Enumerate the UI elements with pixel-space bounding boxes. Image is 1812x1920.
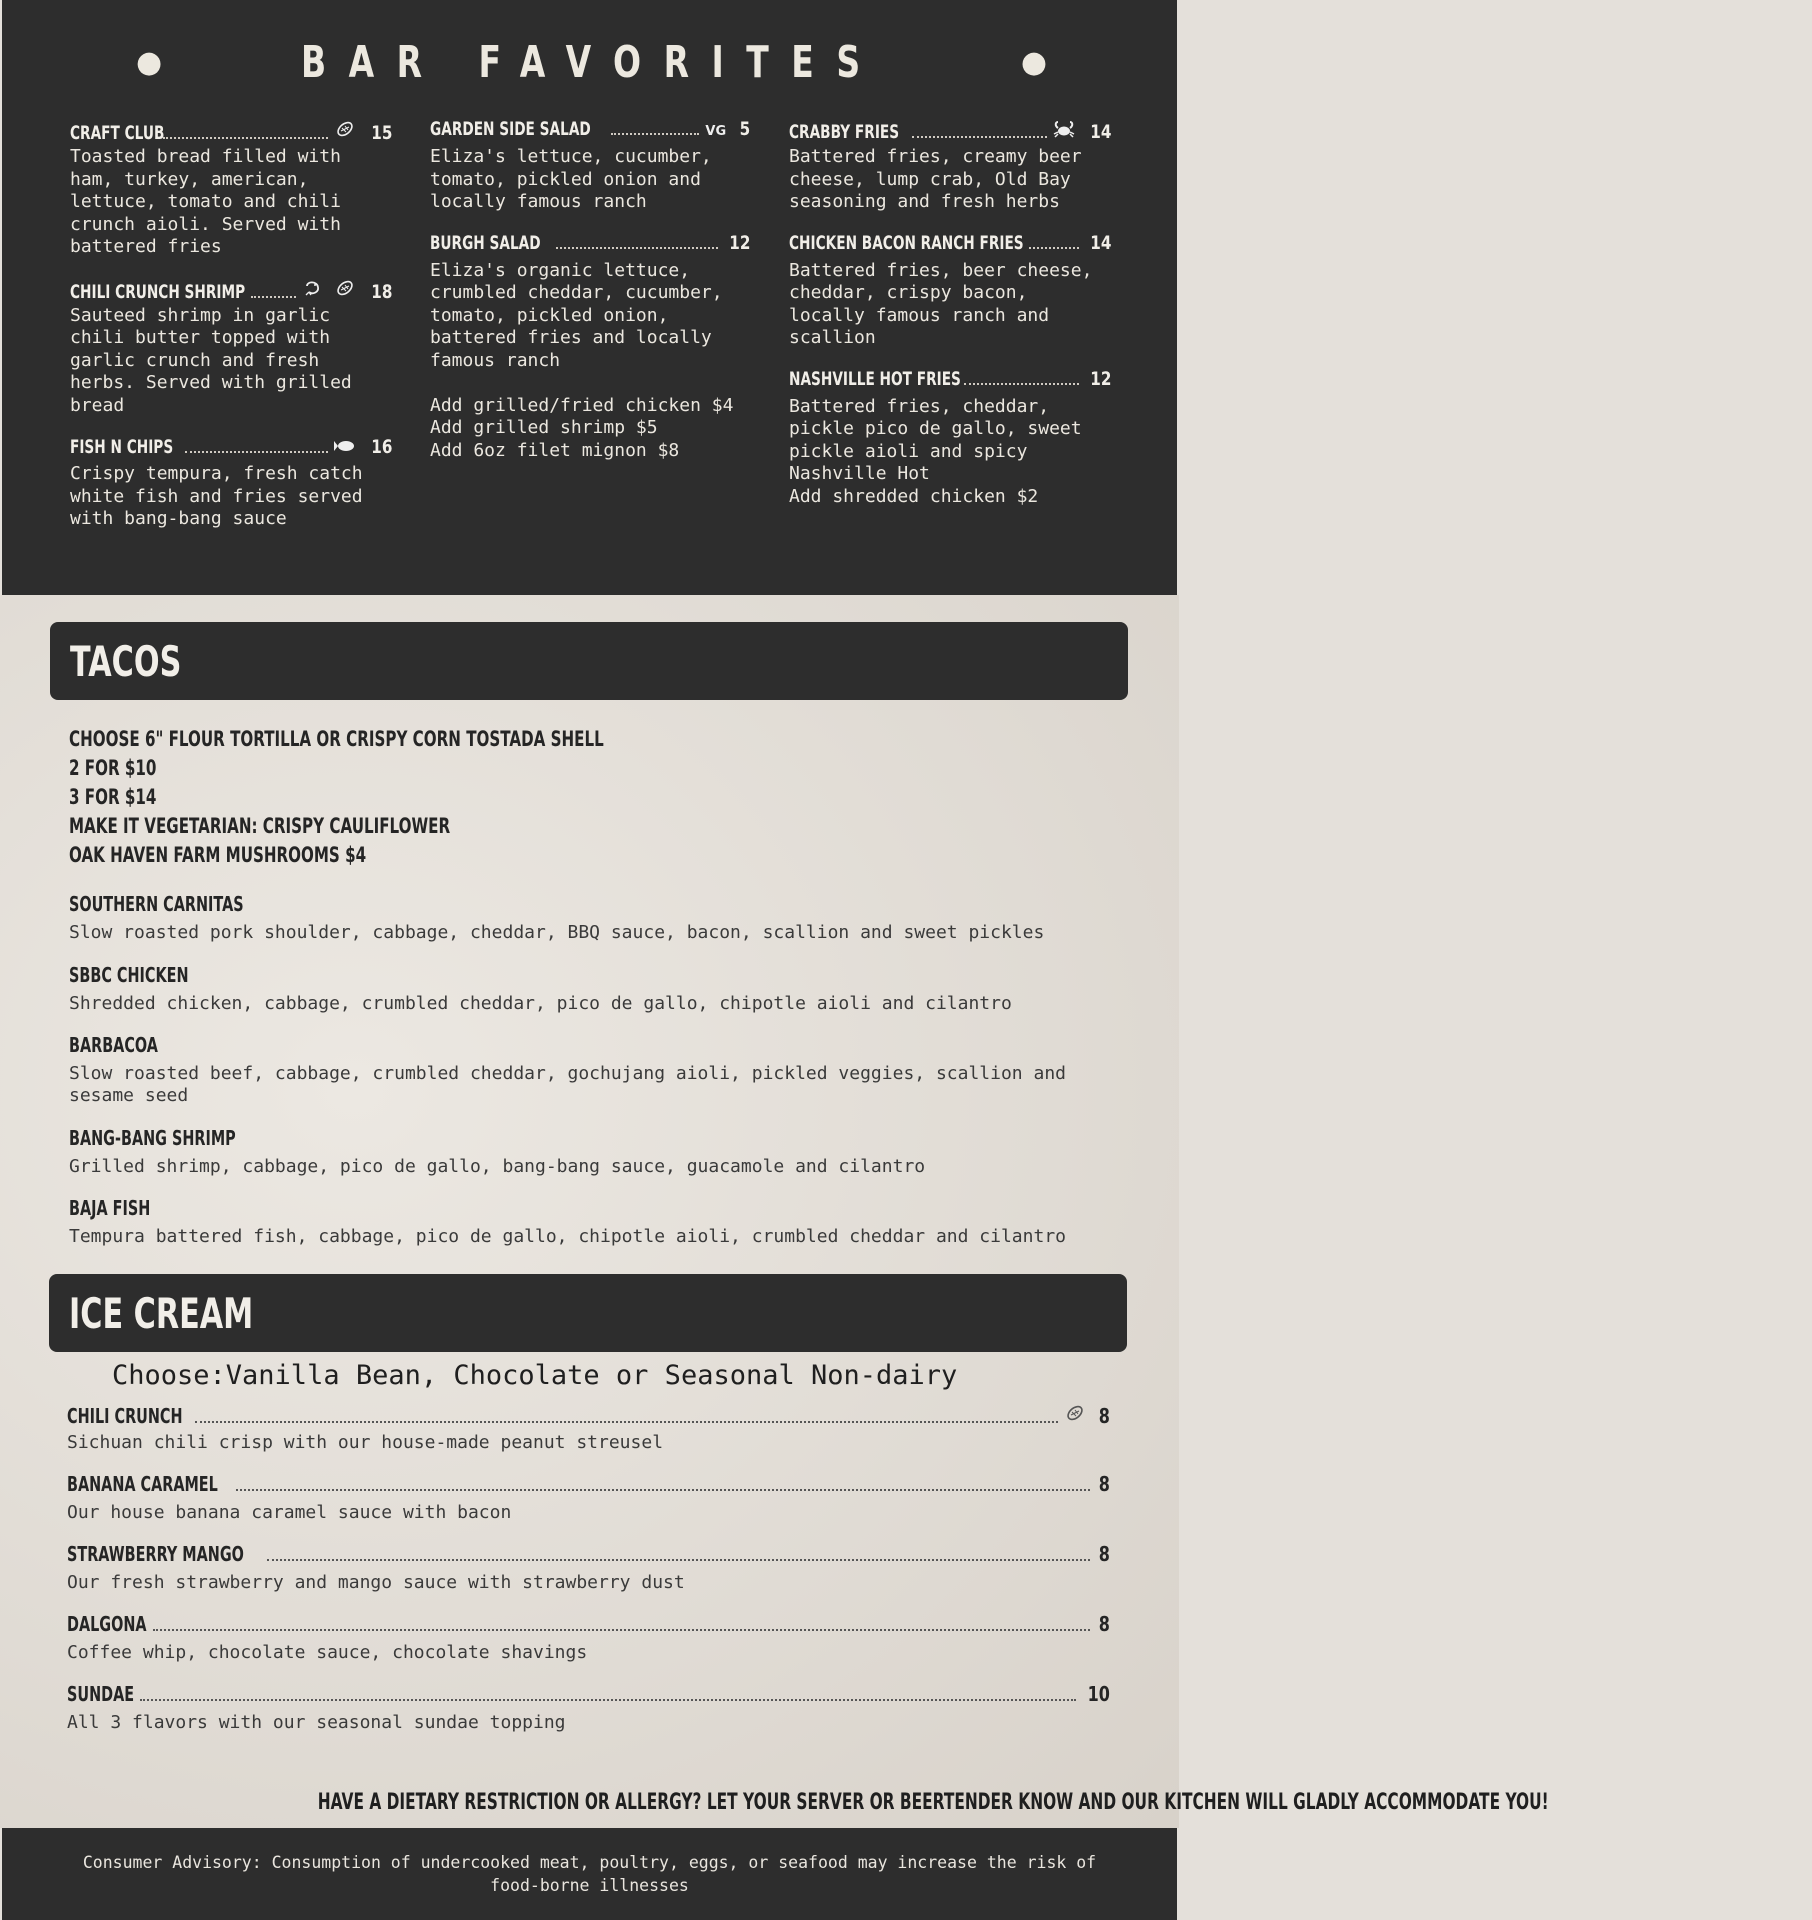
item-name: DALGONA — [67, 1612, 147, 1636]
item-name: BANANA CARAMEL — [67, 1472, 218, 1496]
item-price: 8 — [1098, 1472, 1110, 1496]
bullet-icon: ● — [136, 44, 163, 80]
item-price: 8 — [1098, 1612, 1110, 1636]
taco-description: Grilled shrimp, cabbage, pico de gallo, bang-bang sauce, guacamole and cilantro — [69, 1156, 926, 1177]
item-price: 14 — [1089, 121, 1111, 143]
leader-dots — [267, 1559, 1090, 1561]
bar-favorites-title: BAR FAVORITES — [300, 36, 883, 88]
item-description: Coffee whip, chocolate sauce, chocolate shavings — [67, 1642, 588, 1663]
item-name: CHILI CRUNCH SHRIMP — [70, 280, 246, 303]
menu-item-chicken-bacon-ranch-fries — [789, 232, 1111, 350]
menu-item-fish-n-chips — [70, 435, 392, 531]
taco-name: SBBC CHICKEN — [69, 963, 189, 987]
taco-rule: CHOOSE 6" FLOUR TORTILLA OR CRISPY CORN TOSTADA SHELL — [69, 727, 604, 751]
consumer-advisory-text: Consumer Advisory: Consumption of undercooked meat, poultry, eggs, or seafood may increase the risk of food-borne illnesses — [82, 1853, 1097, 1895]
leader-dots — [153, 1629, 1090, 1631]
tacos-title: TACOS — [70, 636, 182, 686]
item-price: 16 — [370, 436, 392, 458]
ice-cream-item-chili-crunch — [67, 1402, 1110, 1455]
taco-name: BARBACOA — [69, 1033, 158, 1057]
taco-description: Slow roasted pork shoulder, cabbage, cheddar, BBQ sauce, bacon, scallion and sweet pickles — [69, 922, 1045, 943]
vegan-icon: VG — [705, 124, 727, 139]
taco-rule: OAK HAVEN FARM MUSHROOMS $4 — [69, 843, 367, 867]
leader-dots — [236, 1489, 1090, 1491]
leader-dots — [195, 1421, 1058, 1423]
taco-description: Tempura battered fish, cabbage, pico de gallo, chipotle aioli, crumbled cheddar and cilantro — [69, 1226, 1066, 1247]
item-description: All 3 flavors with our seasonal sundae topping — [67, 1712, 566, 1733]
item-description: Battered fries, cheddar, pickle pico de gallo, sweet pickle aioli and spicy Nashville Hot Add shredded chicken $2 — [789, 395, 1082, 507]
allergy-notice — [54, 1790, 1549, 1815]
item-name: SUNDAE — [67, 1682, 135, 1706]
ice-cream-item-banana-caramel — [67, 1472, 1110, 1525]
taco-item-sbbc-chicken — [69, 963, 1119, 1015]
bar-favorites-section — [2, 0, 1177, 595]
menu-column-2 — [430, 118, 750, 480]
item-name: NASHVILLE HOT FRIES — [789, 367, 961, 390]
item-name: FISH N CHIPS — [70, 436, 174, 458]
fish-icon — [334, 435, 356, 457]
menu-column-3 — [789, 118, 1111, 526]
menu-column-1 — [70, 118, 392, 549]
tacos-header — [50, 622, 1128, 700]
item-description: Our fresh strawberry and mango sauce with strawberry dust — [67, 1572, 685, 1593]
menu-item-burgh-salad — [430, 232, 750, 463]
peanut-icon — [1064, 1402, 1086, 1424]
menu-item-craft-club — [70, 118, 392, 259]
tacos-rules — [69, 725, 812, 870]
crab-icon — [1053, 118, 1075, 140]
ice-cream-flavor-choice: Choose:Vanilla Bean, Chocolate or Seasonal Non-dairy — [112, 1360, 958, 1391]
item-price: 12 — [1089, 367, 1111, 390]
taco-item-baja-fish — [69, 1196, 1119, 1248]
item-name: CHILI CRUNCH — [67, 1404, 183, 1428]
item-price: 10 — [1087, 1682, 1110, 1706]
item-price: 8 — [1098, 1542, 1110, 1566]
item-description: Sauteed shrimp in garlic chili butter topped with garlic crunch and fresh herbs. Served with grilled bread — [70, 304, 352, 416]
menu-item-crabby-fries — [789, 118, 1111, 214]
item-price: 8 — [1098, 1404, 1110, 1428]
bullet-icon: ● — [1020, 44, 1047, 80]
item-name: CHICKEN BACON RANCH FRIES — [789, 231, 1024, 254]
item-price: 14 — [1089, 231, 1111, 254]
bar-favorites-header — [136, 30, 1047, 94]
ice-cream-title: ICE CREAM — [69, 1288, 254, 1338]
item-description: Our house banana caramel sauce with bacon — [67, 1502, 512, 1523]
item-price: 5 — [739, 118, 750, 140]
menu-item-garden-side-salad — [430, 118, 750, 214]
item-name: BURGH SALAD — [430, 231, 541, 254]
leader-dots — [912, 136, 1047, 138]
item-name: CRABBY FRIES — [789, 121, 900, 143]
item-price: 18 — [370, 280, 392, 303]
item-description: Eliza's organic lettuce, crumbled cheddar, cucumber, tomato, pickled onion, battered fries and locally famous ranch Add grilled/fried chicken $4 Add grilled shrimp $5 Add 6oz filet mignon $8 — [430, 259, 734, 461]
item-name: GARDEN SIDE SALAD — [430, 118, 591, 140]
taco-name: BAJA FISH — [69, 1196, 151, 1220]
leader-dots — [1029, 247, 1079, 249]
ice-cream-item-dalgona — [67, 1612, 1110, 1665]
taco-item-barbacoa — [69, 1033, 1119, 1107]
menu-item-chili-crunch-shrimp — [70, 277, 392, 418]
leader-dots — [964, 383, 1079, 385]
ice-cream-item-sundae — [67, 1682, 1110, 1735]
item-description: Battered fries, beer cheese, cheddar, crispy bacon, locally famous ranch and scallion — [789, 259, 1093, 348]
item-description: Battered fries, creamy beer cheese, lump crab, Old Bay seasoning and fresh herbs — [789, 146, 1082, 212]
leader-dots — [185, 451, 327, 453]
taco-description: Shredded chicken, cabbage, crumbled cheddar, pico de gallo, chipotle aioli and cilantro — [69, 993, 1012, 1014]
leader-dots — [251, 296, 295, 298]
item-description: Eliza's lettuce, cucumber, tomato, pickled onion and locally famous ranch — [430, 146, 712, 212]
item-description: Toasted bread filled with ham, turkey, american, lettuce, tomato and chili crunch aioli. Served with battered fries — [70, 146, 341, 257]
taco-item-southern-carnitas — [69, 892, 1119, 944]
peanut-icon — [334, 277, 356, 299]
leader-dots — [556, 247, 718, 249]
menu-item-nashville-hot-fries — [789, 368, 1111, 509]
item-description: Crispy tempura, fresh catch white fish and fries served with bang-bang sauce — [70, 463, 363, 529]
consumer-advisory-footer — [2, 1828, 1177, 1920]
ice-cream-item-strawberry-mango — [67, 1542, 1110, 1595]
taco-item-bang-bang-shrimp — [69, 1126, 1119, 1178]
leader-dots — [163, 137, 327, 139]
item-description: Sichuan chili crisp with our house-made peanut streusel — [67, 1432, 664, 1453]
shrimp-icon — [302, 277, 324, 299]
leader-dots — [611, 133, 698, 135]
ice-cream-header — [49, 1274, 1127, 1352]
leader-dots — [140, 1699, 1076, 1701]
taco-rule: 3 FOR $14 — [69, 785, 157, 809]
taco-rule: MAKE IT VEGETARIAN: CRISPY CAULIFLOWER — [69, 814, 451, 838]
item-name: CRAFT CLUB — [70, 122, 165, 144]
item-name: STRAWBERRY MANGO — [67, 1542, 244, 1566]
taco-name: BANG-BANG SHRIMP — [69, 1126, 236, 1150]
item-price: 12 — [728, 231, 750, 254]
peanut-icon — [334, 118, 356, 140]
item-price: 15 — [370, 122, 392, 144]
taco-rule: 2 FOR $10 — [69, 756, 157, 780]
taco-description: Slow roasted beef, cabbage, crumbled cheddar, gochujang aioli, pickled veggies, scallion and sesame seed — [69, 1063, 1066, 1106]
allergy-notice-text: HAVE A DIETARY RESTRICTION OR ALLERGY? LET YOUR SERVER OR BEERTENDER KNOW AND OUR KITCHEN WILL GLADLY ACCOMMODATE YOU! — [317, 1790, 1549, 1815]
taco-name: SOUTHERN CARNITAS — [69, 892, 244, 916]
